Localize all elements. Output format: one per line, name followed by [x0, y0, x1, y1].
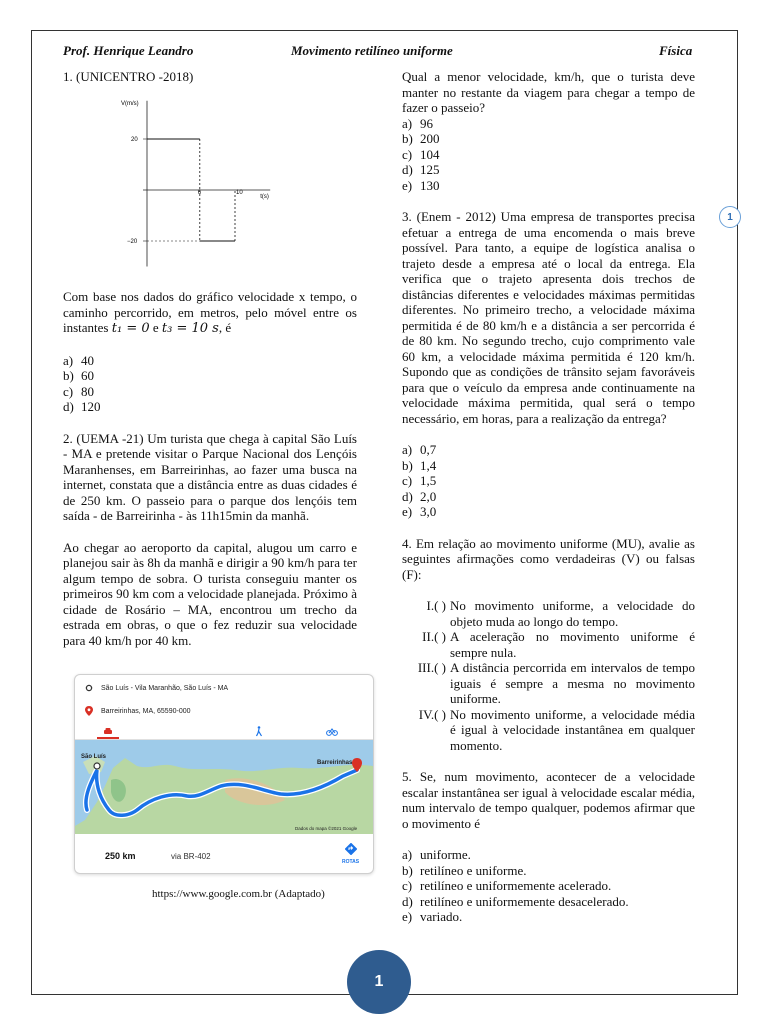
q1-option-letter: b) [63, 368, 74, 383]
q3-options [402, 442, 695, 520]
page-number-badge: 1 [347, 950, 411, 1014]
q1-option [63, 384, 357, 400]
q2-option-letter: c) [402, 146, 413, 162]
velocity-time-chart [100, 92, 350, 267]
travel-mode-bar [75, 725, 373, 740]
q1-option-text: 80 [81, 383, 94, 399]
q5-option [402, 847, 695, 863]
q5-option [402, 863, 695, 879]
q5-option [402, 909, 695, 925]
q4-statement-number: I.( ) [426, 598, 446, 613]
q1-t3: t₃ = 10 s [161, 321, 219, 336]
map-city-a: São Luís [81, 754, 107, 760]
q3-option [402, 442, 695, 458]
q5-option-letter: a) [402, 847, 413, 862]
origin-dot-icon [85, 684, 93, 692]
q3-option-text: 3,0 [420, 504, 437, 519]
map-city-b: Barreirinhas [317, 760, 353, 766]
q3-option-text: 0,7 [420, 442, 437, 457]
car-icon [103, 727, 113, 736]
q5-option-text: uniforme. [420, 847, 471, 862]
q2-option [402, 131, 695, 147]
q2-option [402, 147, 695, 163]
q4-statement [402, 660, 695, 707]
q4-statement-number: IV.( ) [418, 706, 446, 722]
comment-marker[interactable]: 1 [719, 206, 741, 228]
q2-options [402, 116, 695, 194]
q1-title-block [63, 69, 357, 85]
q2-option [402, 178, 695, 194]
route-map-card [74, 674, 374, 874]
x-tick-label: 10 [236, 190, 243, 196]
q5-option-text: retilíneo e uniformemente desacelerado. [420, 893, 629, 909]
q4-statement-text: No movimento uniforme, a velocidade do objeto muda ao longo do tempo. [450, 598, 695, 629]
q1-text [63, 289, 357, 337]
q4-text: 4. Em relação ao movimento uniforme (MU), avalie as seguintes afirmações como verdadeiras (V) ou falsas (F): [402, 535, 695, 582]
bicycle-icon [326, 727, 338, 736]
q5-option-letter: d) [402, 893, 413, 909]
q5-option-text: variado. [420, 909, 463, 924]
q1-t1: t₁ = 0 [111, 321, 150, 336]
q4-statement [402, 707, 695, 754]
y-tick-label: −20 [127, 239, 138, 245]
q5-option-letter: b) [402, 862, 413, 878]
q1-option-letter: a) [63, 352, 74, 368]
q1-option-text: 120 [81, 399, 101, 414]
q1-options [63, 353, 357, 415]
q1-body [63, 289, 357, 648]
q5-option-text: retilíneo e uniforme. [420, 862, 527, 878]
q3-option-letter: e) [402, 504, 413, 519]
q1-and: e [152, 320, 159, 335]
selected-mode-underline [97, 737, 119, 739]
q1-title: 1. (UNICENTRO -2018) [63, 69, 194, 84]
q3-option-letter: b) [402, 457, 413, 473]
route-distance: 250 km [105, 851, 136, 861]
q4-statement-text: A aceleração no movimento uniforme é sempre nula. [450, 629, 695, 660]
route-start-marker [94, 763, 100, 769]
map-destination: Barreirinhas, MA, 65590-000 [101, 707, 191, 715]
right-column [402, 69, 695, 925]
q4-statement-text: A distância percorrida em intervalos de tempo iguais é sempre a mesma no movimento uniforme. [450, 660, 695, 706]
directions-icon[interactable] [345, 843, 357, 855]
x-tick-label: 6 [197, 190, 202, 196]
q1-option-text: 40 [81, 352, 94, 368]
q2-option-letter: a) [402, 115, 413, 131]
q4-statement [402, 598, 695, 629]
q2-option-text: 104 [420, 146, 440, 162]
q1-option-letter: c) [63, 383, 74, 399]
q2-question: Qual a menor velocidade, km/h, que o turista deve manter no restante da viagem para chegar a tempo de fazer o passeio? [402, 69, 695, 115]
q1-option [63, 353, 357, 369]
q5-option-letter: c) [402, 878, 413, 893]
q3-option-letter: d) [402, 488, 413, 504]
q1-statement: Com base nos dados do gráfico velocidade x tempo, o caminho percorrido, em metros, pelo móvel entre os instantes [63, 289, 357, 335]
map-origin-row [85, 684, 228, 692]
q5-options [402, 847, 695, 925]
q4-statement-text: No movimento uniforme, a velocidade média é igual à velocidade instantânea em qualquer momento. [450, 706, 695, 753]
destination-pin-icon [85, 706, 93, 716]
q3-option [402, 473, 695, 489]
q1-option-letter: d) [63, 399, 74, 414]
q2-option-letter: d) [402, 162, 413, 177]
q2-option-text: 130 [420, 177, 440, 193]
q2-option-letter: b) [402, 131, 413, 146]
q3-option-letter: c) [402, 473, 413, 488]
q3-option [402, 458, 695, 474]
header-author: Prof. Henrique Leandro [63, 43, 194, 58]
q2-option-letter: e) [402, 177, 413, 193]
q4-statements [402, 598, 695, 753]
q1-tail: , é [218, 320, 232, 335]
q3-option [402, 489, 695, 505]
q3-text: 3. (Enem - 2012) Uma empresa de transportes precisa efetuar a entrega de uma encomenda o mais breve possível. Para tanto, a equipe de logística analisa o trajeto desde a empresa até o local da entrega. Ela verifica que o trajeto apresenta dois trechos de distâncias diferentes e velocidades máximas permitidas diferentes. No primeiro trecho, a velocidade máxima permitida é de 80 km/h e a distância a ser percorrida é de 80 km. No segundo trecho, cujo comprimento vale 60 km, a velocidade máxima permitida é 120 km/h. Supondo que as condições de trânsito sejam favoráveis para que o veículo da empresa ande continuamente na velocidade máxima permitida, qual será o tempo necessário, em horas, para a realização da entrega? [402, 209, 695, 426]
q3-option-text: 2,0 [420, 488, 437, 504]
q3-option [402, 504, 695, 520]
q2-paragraph-2: Ao chegar ao aeroporto da capital, alugou um carro e planejou sair às 8h da manhã e dirigir a 90 km/h para ter algum tempo de sobra. O turista conseguiu manter os primeiros 90 km com a velocidade planejada. Próximo à cidade de Rosário – MA, encontrou um trecho da estrada em obras, o que o fez reduzir sua velocidade para 40 km/h por 40 km. [63, 539, 357, 648]
map-source: https://www.google.com.br (Adaptado) [152, 888, 325, 900]
q1-option [63, 368, 357, 384]
q2-option [402, 116, 695, 132]
q3-option-letter: a) [402, 442, 413, 457]
q4-statement [402, 629, 695, 660]
map-destination-row [85, 706, 191, 716]
map-view [75, 740, 373, 834]
map-origin: São Luís - Vila Maranhão, São Luís - MA [101, 684, 229, 692]
q5-option-text: retilíneo e uniformemente acelerado. [420, 878, 612, 893]
q5-option [402, 894, 695, 910]
q2-option-text: 125 [420, 162, 440, 177]
q2-option-text: 200 [420, 131, 440, 146]
q4-statement-number: II.( ) [422, 629, 446, 644]
q2-option [402, 162, 695, 178]
q5-option-letter: e) [402, 909, 413, 924]
y-tick-label: 20 [131, 137, 138, 143]
q5-text: 5. Se, num movimento, acontecer de a velocidade escalar instantânea ser igual à velocidade escalar média, num intervalo de tempo qualquer, podemos afirmar que o movimento é [402, 769, 695, 831]
q3-option-text: 1,4 [420, 457, 437, 473]
q4-statement-number: III.( ) [417, 660, 446, 675]
x-axis-label: t(s) [260, 194, 269, 200]
map-credit: Dados do mapa ©2021 Google [295, 826, 358, 831]
route-via: via BR-402 [171, 852, 211, 861]
header-topic: Movimento retilíneo uniforme [291, 43, 453, 58]
header-subject: Física [659, 43, 693, 58]
q1-option-text: 60 [81, 368, 94, 383]
routes-label[interactable]: ROTAS [342, 859, 360, 865]
q2-paragraph-1: 2. (UEMA -21) Um turista que chega à capital São Luís - MA e pretende visitar o Parque Nacional dos Lençóis Maranhenses, em Barreirinhas, ao fazer uma busca na internet, constata que a distância entre as duas cidades é de 250 km. O passeio para o parque dos lençóis tem saída - de Barreirinha - às 11h15min da manhã. [63, 430, 357, 523]
q5-option [402, 878, 695, 894]
walking-icon [255, 726, 263, 737]
q1-option [63, 399, 357, 415]
q3-option-text: 1,5 [420, 473, 437, 488]
y-axis-label: V(m/s) [121, 100, 139, 107]
q2-option-text: 96 [420, 115, 433, 131]
